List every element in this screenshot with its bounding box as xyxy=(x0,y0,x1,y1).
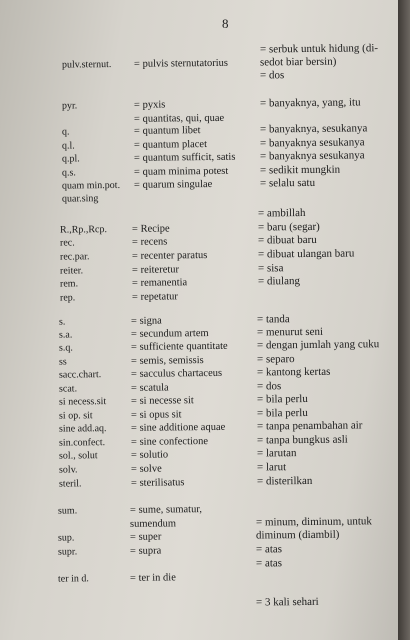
latin-term: = Recipe xyxy=(131,223,170,235)
latin-term: = repetatur xyxy=(131,291,178,303)
latin-term: = reiteretur xyxy=(131,264,180,276)
abbreviation: sine add.aq. xyxy=(58,423,107,435)
abbreviation: pyr. xyxy=(61,100,78,112)
indonesian-meaning: = serbuk untuk hidung (di- xyxy=(259,42,379,56)
abbreviation: q.l. xyxy=(61,140,75,152)
abbreviation: sup. xyxy=(57,532,75,544)
abbreviation: pulv.sternut. xyxy=(61,59,112,71)
abbreviation: rem. xyxy=(59,278,79,290)
abbreviation: q. xyxy=(61,126,70,138)
latin-term: = remanentia xyxy=(131,277,188,289)
abbreviation: q.pl. xyxy=(61,153,80,165)
indonesian-meaning: = minum, diminum, untuk xyxy=(255,515,372,529)
indonesian-meaning: = diulang xyxy=(257,275,301,288)
latin-term: = ter in die xyxy=(129,572,176,584)
dictionary-entry xyxy=(0,595,398,613)
indonesian-meaning: = dibuat ulangan baru xyxy=(257,247,355,261)
indonesian-meaning: = disterilkan xyxy=(256,474,313,488)
abbreviation: s. xyxy=(58,316,66,328)
latin-term: = quantum placet xyxy=(133,139,208,151)
indonesian-meaning: = 3 kali sehari xyxy=(255,595,319,609)
indonesian-meaning: = selalu satu xyxy=(259,176,316,190)
latin-term: = quantum libet xyxy=(133,125,201,137)
latin-term: = sine additione aquae xyxy=(130,421,226,434)
indonesian-meaning: = tanpa bungkus asli xyxy=(256,433,348,447)
abbreviation: scat. xyxy=(58,383,78,395)
page-number: 8 xyxy=(222,16,229,31)
indonesian-meaning: = kantong kertas xyxy=(256,365,331,379)
abbreviation: solv. xyxy=(58,464,78,476)
latin-term: = sufficiente quantitate xyxy=(130,340,228,353)
abbreviation: q.s. xyxy=(61,167,76,179)
indonesian-meaning: = atas xyxy=(255,543,283,556)
indonesian-meaning: = sedikit mungkin xyxy=(259,163,341,177)
latin-term: = scatula xyxy=(130,382,169,394)
indonesian-meaning: = ambillah xyxy=(257,207,306,220)
latin-term: = si necesse sit xyxy=(130,395,194,407)
indonesian-meaning: = tanpa penambahan air xyxy=(256,419,363,433)
latin-term: sumendum xyxy=(129,518,177,530)
abbreviation: supr. xyxy=(57,546,78,558)
indonesian-meaning: = dibuat baru xyxy=(257,233,317,247)
abbreviation: steril. xyxy=(58,478,82,490)
indonesian-meaning: = larutan xyxy=(256,447,297,460)
abbreviation: s.q. xyxy=(58,342,73,354)
abbreviation: sin.confect. xyxy=(58,437,106,449)
latin-term: = sacculus chartaceus xyxy=(130,367,223,380)
latin-term: = quam minima potest xyxy=(133,165,229,178)
abbreviation: quar.sing xyxy=(61,193,99,205)
indonesian-meaning: = sisa xyxy=(257,262,284,275)
latin-term: = solutio xyxy=(130,449,169,461)
abbreviation: quam min.pot. xyxy=(61,179,121,192)
latin-term: = sume, sumatur, xyxy=(129,504,203,516)
abbreviation: reiter. xyxy=(59,265,84,277)
indonesian-meaning: = banyaknya sesukanya xyxy=(259,136,365,150)
latin-term: = signa xyxy=(130,315,162,327)
latin-term: = quantum sufficit, satis xyxy=(133,151,236,164)
latin-term: = super xyxy=(129,531,162,543)
abbreviation: R.,Rp.,Rcp. xyxy=(59,224,108,236)
latin-term: = pulvis sternutatorius xyxy=(133,57,229,70)
abbreviation: sum. xyxy=(57,505,78,517)
abbreviation: rec.par. xyxy=(59,251,90,263)
indonesian-meaning: = larut xyxy=(256,461,287,474)
indonesian-meaning: diminum (diambil) xyxy=(255,528,340,542)
abbreviation: sacc.chart. xyxy=(58,369,102,381)
indonesian-meaning: = menurut seni xyxy=(256,325,324,339)
latin-term: = quarum singulae xyxy=(133,178,213,191)
latin-term: = sterilisatus xyxy=(130,477,185,489)
abbreviation: si op. sit xyxy=(58,410,93,422)
latin-term: = semis, semissis xyxy=(130,355,204,367)
indonesian-meaning: = tanda xyxy=(256,313,290,326)
latin-term: = supra xyxy=(129,545,162,557)
latin-term: = secundum artem xyxy=(130,328,209,340)
indonesian-meaning: = dos xyxy=(259,69,285,82)
indonesian-meaning: = baru (segar) xyxy=(257,220,320,234)
book-spine xyxy=(398,0,410,640)
latin-term: = pyxis xyxy=(133,99,166,111)
abbreviation: rep. xyxy=(59,292,76,304)
abbreviation: s.a. xyxy=(58,329,73,341)
latin-term: = quantitas, qui, quae xyxy=(133,112,225,125)
indonesian-meaning: = dos xyxy=(256,380,282,393)
abbreviation: ter in d. xyxy=(57,573,89,585)
abbreviation: rec. xyxy=(59,237,75,249)
dictionary-entry xyxy=(0,569,398,587)
indonesian-meaning: = dengan jumlah yang cuku xyxy=(256,338,380,352)
abbreviation: sol., solut xyxy=(58,450,98,462)
indonesian-meaning: = banyaknya sesukanya xyxy=(259,149,365,163)
latin-term: = si opus sit xyxy=(130,409,182,421)
latin-term: = sine confectione xyxy=(130,436,209,448)
latin-term: = solve xyxy=(130,463,162,475)
indonesian-meaning: = bila perlu xyxy=(256,406,308,420)
latin-term: = recens xyxy=(131,236,168,248)
indonesian-meaning: = separo xyxy=(256,353,295,366)
indonesian-meaning: = banyaknya, yang, itu xyxy=(259,96,361,110)
indonesian-meaning: = banyaknya, sesukanya xyxy=(259,122,368,136)
indonesian-meaning: = atas xyxy=(255,557,283,570)
abbreviation: si necess.sit xyxy=(58,396,107,408)
latin-term: = recenter paratus xyxy=(131,250,208,262)
indonesian-meaning: = bila perlu xyxy=(256,392,308,406)
indonesian-meaning: sedot biar bersin) xyxy=(259,55,337,69)
abbreviation: ss xyxy=(58,356,67,368)
